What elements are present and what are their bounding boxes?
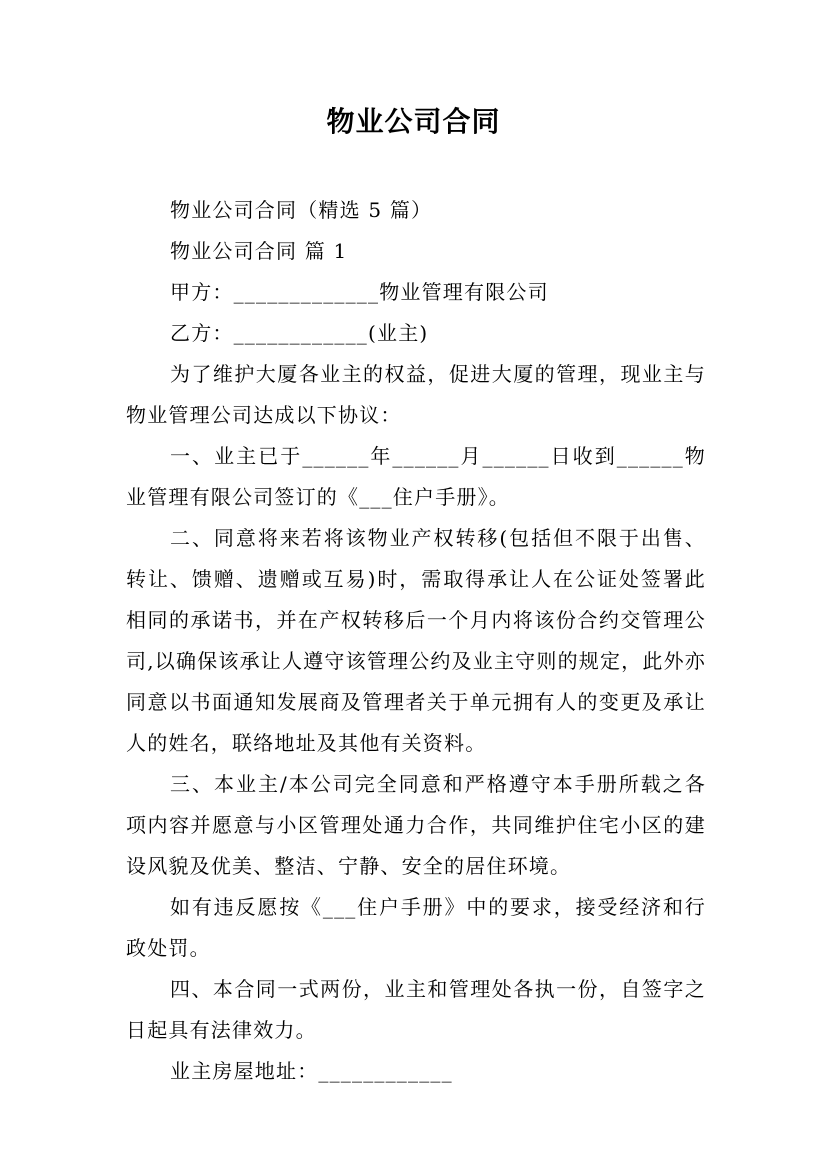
paragraph-clause-2: 二、同意将来若将该物业产权转移(包括但不限于出售、转让、馈赠、遗赠或互易)时，需取得承让人在公证处签署此相同的承诺书，并在产权转移后一个月内将该份合约交管理公司,以确保该承让人遵守该管理公约及业主守则的规定，此外亦同意以书面通知发展商及管理者关于单元拥有人的变更及承让人的姓名，联络地址及其他有关资料。 [126,526,706,755]
document-body [126,190,706,1092]
paragraph-clause-4: 四、本合同一式两份，业主和管理处各执一份，自签字之日起具有法律效力。 [126,977,706,1042]
paragraph-party-b: 乙方：____________(业主) [170,321,429,345]
paragraph-section-heading: 物业公司合同 篇 1 [170,239,348,263]
document-title: 物业公司合同 [326,105,501,138]
paragraph-clause-1: 一、业主已于______年______月______日收到______物业管理有限公司签订的《___住户手册》。 [126,444,706,509]
paragraph-clause-3: 三、本业主/本公司完全同意和严格遵守本手册所载之各项内容并愿意与小区管理处通力合作，共同维护住宅小区的建设风貌及优美、整洁、宁静、安全的居住环境。 [126,772,706,878]
paragraph-party-a: 甲方：_____________物业管理有限公司 [170,280,549,304]
paragraph-penalty: 如有违反愿按《___住户手册》中的要求，接受经济和行政处罚。 [126,895,706,960]
paragraph-subtitle: 物业公司合同（精选 5 篇） [170,198,433,222]
paragraph-preamble: 为了维护大厦各业主的权益，促进大厦的管理，现业主与物业管理公司达成以下协议： [126,362,706,427]
paragraph-owner-address: 业主房屋地址：____________ [170,1059,453,1083]
